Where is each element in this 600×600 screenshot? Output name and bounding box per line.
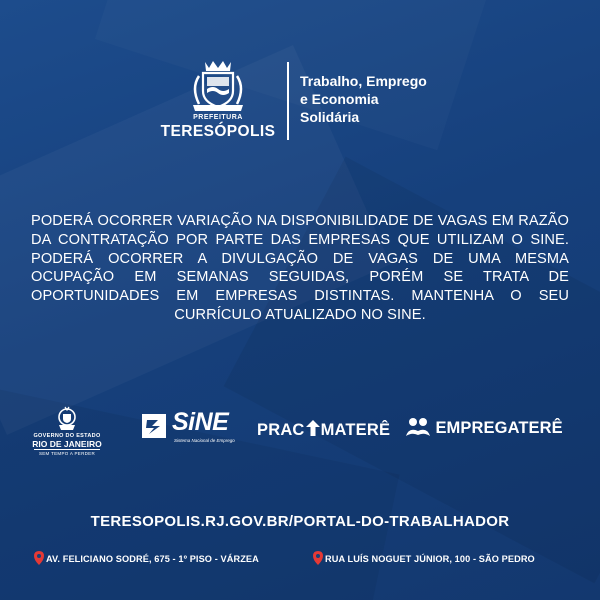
empregatere-wordmark: EMPREGATERÊ — [435, 419, 563, 437]
header-divider — [287, 62, 289, 140]
governo-line1: GOVERNO DO ESTADO — [33, 433, 101, 439]
people-icon — [405, 416, 431, 438]
governo-divider — [34, 449, 100, 450]
prefeitura-label: PREFEITURA — [193, 114, 243, 121]
arrow-up-icon — [305, 419, 321, 437]
secretaria-line: e Economia — [300, 91, 379, 107]
sine-logo-icon — [138, 410, 170, 442]
partner-logos — [0, 402, 600, 462]
city-name: TERESÓPOLIS — [160, 123, 276, 140]
address-item — [34, 551, 259, 567]
governo-line2: RIO DE JANEIRO — [32, 439, 102, 449]
governo-rj-logo — [28, 406, 106, 458]
notice-text: PODERÁ OCORRER VARIAÇÃO NA DISPONIBILIDADE DE VAGAS EM RAZÃO DA CONTRATAÇÃO POR PARTE DAS EMPRESAS QUE UTILIZAM O SINE. PODERÁ OCORRER A DIVULGAÇÃO DE VAGAS DE UMA MESMA OCUPAÇÃO EM SEMANAS SEGUIDAS, PORÉM SE TRATA DE OPORTUNIDADES EM EMPRESAS DISTINTAS. MANTENHA O SEU CURRÍCULO ATUALIZADO NO SINE. — [31, 213, 569, 323]
pracamatere-logo — [257, 419, 390, 443]
city-crest-icon — [185, 58, 251, 114]
location-pin-icon — [313, 551, 323, 565]
address-item — [313, 551, 535, 567]
secretaria-title — [300, 72, 427, 126]
header — [0, 58, 600, 148]
address-text: RUA LUÍS NOGUET JÚNIOR, 100 - SÃO PEDRO — [325, 554, 535, 564]
praca-word-part1: PRAC — [257, 421, 305, 439]
secretaria-line: Trabalho, Emprego — [300, 73, 427, 89]
governo-line3: SEM TEMPO A PERDER — [38, 451, 96, 456]
sine-wordmark: SiNE — [172, 408, 229, 436]
secretaria-line: Solidária — [300, 109, 360, 125]
location-pin-icon — [34, 551, 44, 565]
sine-subtitle: Sistema Nacional de Emprego — [174, 438, 235, 443]
praca-word-part2: MATERÊ — [320, 421, 391, 439]
sine-logo — [138, 410, 238, 450]
state-coat-of-arms-icon — [56, 406, 78, 432]
empregatere-logo — [405, 416, 563, 442]
portal-url[interactable]: TERESOPOLIS.RJ.GOV.BR/PORTAL-DO-TRABALHADOR — [90, 513, 510, 530]
address-text: AV. FELICIANO SODRÉ, 675 - 1º PISO - VÁRZEA — [46, 554, 259, 564]
